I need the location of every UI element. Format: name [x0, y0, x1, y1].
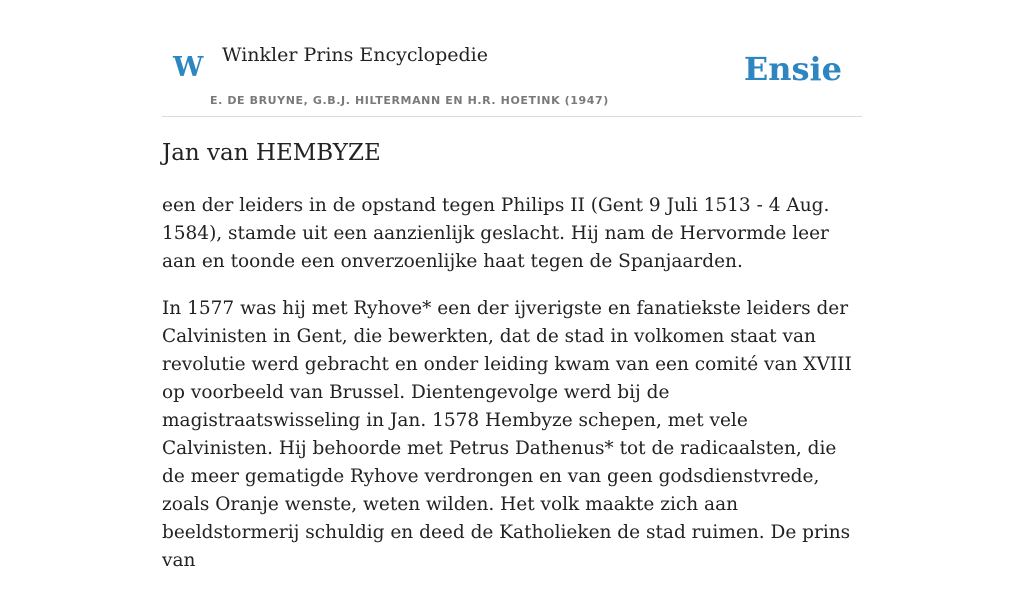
publication-title[interactable]: Winkler Prins Encyclopedie	[222, 44, 488, 66]
winkler-prins-logo[interactable]: W	[173, 52, 204, 83]
article-paragraph: In 1577 was hij met Ryhove* een der ijverigste en fanatiekste leiders der Calvinisten in Gent, die bewerkten, dat de stad in volkomen staat van revolutie werd gebracht en onder leiding kwam van een comité van XVIII op voorbeeld van Brussel. Dientengevolge werd bij de magistraatswisseling in Jan. 1578 Hembyze schepen, met vele Calvinisten. Hij behoorde met Petrus Dathenus* tot de radicaalsten, die de meer gematigde Ryhove verdrongen en van geen godsdienstvrede, zoals Oranje wenste, weten wilden. Het volk maakte zich aan beeldstormerij schuldig en deed de Katholieken de stad ruimen. De prins van	[162, 298, 852, 571]
article-paragraph: een der leiders in de opstand tegen Philips II (Gent 9 Juli 1513 - 4 Aug. 1584), stamde uit een aanzienlijk geslacht. Hij nam de Hervormde leer aan en toonde een onverzoenlijke haat tegen de Spanjaarden.	[162, 195, 830, 272]
page	[162, 0, 862, 571]
header	[162, 0, 862, 117]
publication-authors: E. DE BRUYNE, G.B.J. HILTERMANN EN H.R. HOETINK (1947)	[210, 94, 609, 107]
article-title: Jan van HEMBYZE	[162, 140, 381, 166]
ensie-logo[interactable]: Ensie	[743, 50, 842, 88]
article-body	[162, 192, 862, 594]
